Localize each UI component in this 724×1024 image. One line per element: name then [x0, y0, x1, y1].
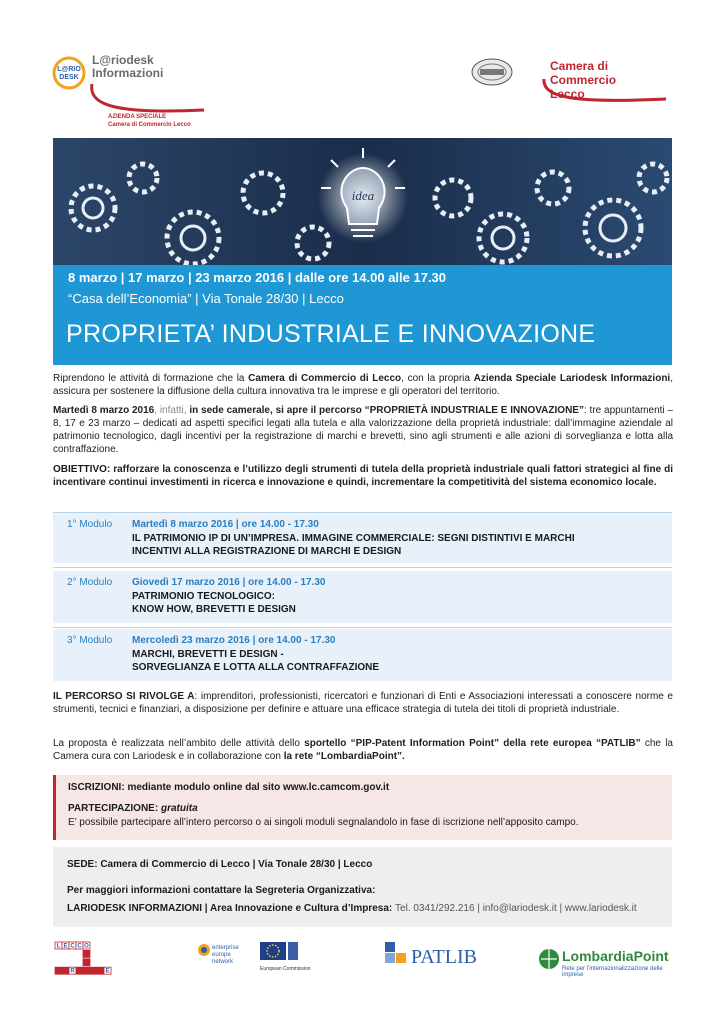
lecco-grid-cell: [62, 967, 69, 974]
module-3: [53, 629, 672, 681]
module-topic-1: IL PATRIMONIO IP DI UN’IMPRESA. IMMAGINE COMMERCIALE: SEGNI DISTINTIVI E MARCHI: [132, 533, 575, 544]
objective-paragraph: OBIETTIVO: rafforzare la conoscenza e l’utilizzo degli strumenti di tutela della proprietà industriale quali fattori strategici al fine di incentivare continui investimenti in ricerca e innovazione e quindi, incrementare la competitività del sistema economico locale.: [53, 464, 673, 488]
lecco-grid-letter: E: [63, 943, 68, 950]
svg-text:European Commission: European Commission: [260, 966, 311, 972]
lecco-grid-cell: [83, 959, 90, 966]
registration-info: ISCRIZIONI: mediante modulo online dal sito www.lc.camcom.gov.it: [68, 782, 390, 793]
module-topic-2: SORVEGLIANZA E LOTTA ALLA CONTRAFFAZIONE: [132, 662, 380, 673]
svg-text:L@RIO: L@RIO: [57, 66, 81, 73]
camera-name-1: Camera di Commercio: [550, 59, 617, 87]
module-date: Mercoledì 23 marzo 2016 | ore 14.00 - 17.30: [132, 635, 336, 646]
info-box: [53, 847, 672, 927]
module-1: [53, 513, 672, 563]
module-topic-2: KNOW HOW, BREVETTI E DESIGN: [132, 604, 296, 615]
patlib-paragraph: La proposta è realizzata nell’ambito delle attività dello sportello “PIP-Patent Information Point” della rete europea “PATLIB” che la Camera cura con Lariodesk e in collaborazione con la rete “LombardiaPoint”.: [53, 738, 673, 762]
module-topic-1: MARCHI, BREVETTI E DESIGN -: [132, 649, 284, 660]
lariodesk-sub-1: AZIENDA SPECIALE: [108, 114, 167, 120]
svg-text:europe: europe: [212, 952, 231, 958]
module-2: [53, 571, 672, 623]
module-number: 3° Modulo: [67, 635, 113, 646]
camera-commercio-logo: [470, 55, 670, 105]
svg-text:enterprise: enterprise: [212, 945, 239, 951]
svg-text:network: network: [212, 959, 234, 965]
patlib-text: PATLIB: [411, 946, 477, 968]
eu-commission-logo: [258, 940, 311, 980]
contact-details: LARIODESK INFORMAZIONI | Area Innovazione e Cultura d’Impresa: Tel. 0341/292.216 | info@lariodesk.it | www.lariodesk.it: [67, 903, 637, 914]
lecco-grid-letter: C: [77, 943, 82, 950]
lecco-impresa-grid-icon: [53, 940, 115, 976]
lecco-grid-letter: L: [56, 943, 61, 950]
lombardiapoint-logo: [538, 940, 674, 980]
lariodesk-name-2: Informazioni: [92, 66, 164, 80]
contact-heading: Per maggiori informazioni contattare la Segreteria Organizzativa:: [67, 885, 376, 896]
module-topic-1: PATRIMONIO TECNOLOGICO:: [132, 591, 275, 602]
svg-text:DESK: DESK: [59, 74, 79, 81]
page-title: PROPRIETA’ INDUSTRIALE E INNOVAZIONE: [66, 320, 596, 348]
camera-seal-icon: [470, 57, 514, 87]
lecco-grid-letter: O: [84, 943, 89, 950]
intro-paragraph-2: Martedì 8 marzo 2016, infatti, in sede camerale, si apre il percorso “PROPRIETÀ INDUSTRIALE E INNOVAZIONE”: tre appuntamenti – 8, 17 e 23 marzo – dedicati ad aspetti specifici legati alla tutela e alla valorizzazione della proprietà industriale: dall’immagine aziendale al patrimonio tecnologico, dagli incentivi per la registrazione di marchi e brevetti, sino agli strumenti e alle azioni di sorveglianza e lotta alla contraffazione.: [53, 405, 673, 455]
event-dates: 8 marzo | 17 marzo | 23 marzo 2016 | dalle ore 14.00 alle 17.30: [68, 270, 447, 285]
audience-paragraph: IL PERCORSO SI RIVOLGE A: imprenditori, professionisti, ricercatori e funzionari di Enti e Associazioni interessati a conoscere norme e strumenti, tecnici e finanziari, a disposizione per definire e attuare una efficace strategia di tutela dei titoli di proprietà industriale.: [53, 691, 673, 715]
lombardiapoint-tagline: Rete per l’internazionalizzazione delle imprese: [562, 966, 663, 978]
lecco-grid-cell: [55, 967, 62, 974]
een-icon: [196, 940, 240, 976]
module-topic-2: INCENTIVI ALLA REGISTRAZIONE DI MARCHI E DESIGN: [132, 546, 402, 557]
participation-note: E’ possibile partecipare all’intero percorso o ai singoli moduli segnalandolo in fase di iscrizione nell’apposito campo.: [68, 817, 579, 828]
globe-icon: [538, 948, 560, 970]
lariodesk-name-1: L@riodesk: [92, 53, 154, 67]
event-venue: “Casa dell’Economia” | Via Tonale 28/30 | Lecco: [68, 291, 344, 306]
intro-paragraph-1: Riprendono le attività di formazione che la Camera di Commercio di Lecco, con la propria Azienda Speciale Lariodesk Informazioni, assicura per sostenere la diffusione della cultura innovativa tra le imprese e gli operatori del territorio.: [53, 373, 673, 397]
lecco-grid-cell: [83, 967, 90, 974]
patlib-logo: [385, 940, 475, 980]
lecco-grid-cell: [76, 967, 83, 974]
lombardiapoint-name: LombardiaPoint: [562, 948, 669, 964]
lecco-grid-letter: E: [105, 968, 110, 975]
lecco-grid-cell: [83, 950, 90, 957]
module-number: 1° Modulo: [67, 519, 113, 530]
lecco-impresa-logo: [53, 940, 115, 980]
module-divider: [53, 567, 672, 568]
module-number: 2° Modulo: [67, 577, 113, 588]
lecco-grid-cell: [97, 967, 104, 974]
module-date: Giovedì 17 marzo 2016 | ore 14.00 - 17.30: [132, 577, 326, 588]
lecco-grid-letter: R: [70, 968, 75, 975]
lecco-grid-letter: C: [70, 943, 75, 950]
module-date: Martedì 8 marzo 2016 | ore 14.00 - 17.30: [132, 519, 319, 530]
idea-text: idea: [351, 188, 375, 203]
lariodesk-logo: [52, 52, 212, 132]
registration-box: [53, 775, 672, 840]
venue-info: SEDE: Camera di Commercio di Lecco | Via Tonale 28/30 | Lecco: [67, 859, 373, 870]
een-logo: [196, 940, 240, 980]
hero-image: [53, 138, 672, 265]
gears-illustration: [53, 138, 672, 265]
lecco-grid-cell: [90, 967, 97, 974]
module-divider: [53, 627, 672, 628]
eu-flag-icon: [258, 940, 311, 976]
lariodesk-sub-2: Camera di Commercio Lecco: [108, 122, 191, 128]
patlib-mark-icon: [385, 942, 409, 972]
camera-name-2: Lecco: [550, 87, 585, 101]
participation-info: PARTECIPAZIONE: gratuita: [68, 803, 198, 814]
